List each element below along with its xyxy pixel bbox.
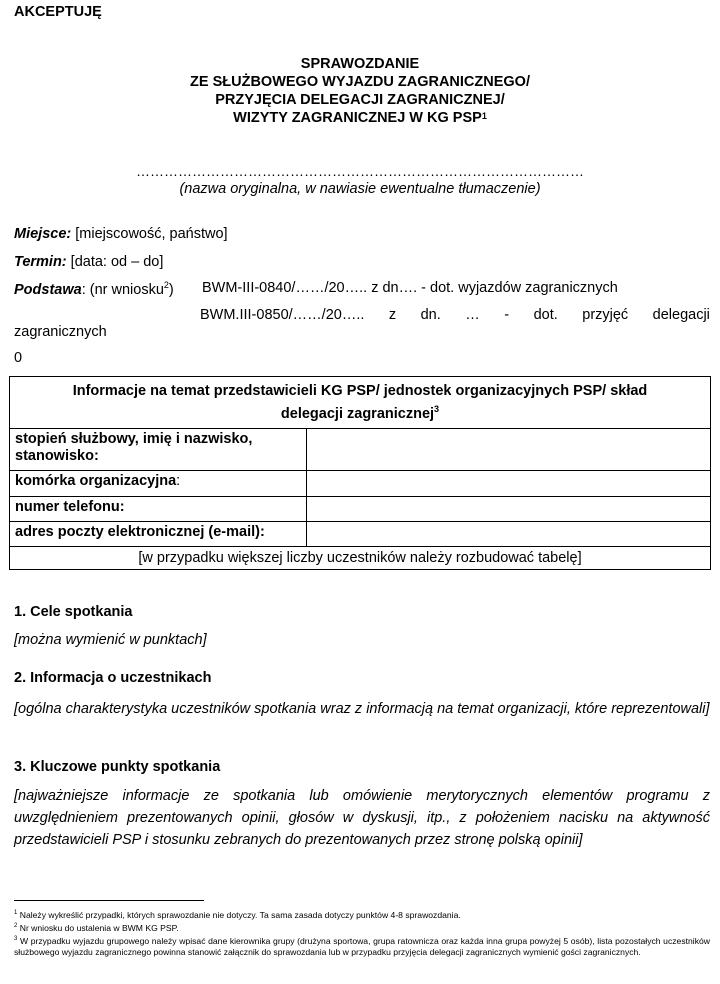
termin-label: Termin:: [14, 254, 67, 270]
table-header-row: [10, 377, 711, 429]
table-row: [10, 428, 711, 470]
field-miejsce: [14, 226, 228, 242]
title-line-1: SPRAWOZDANIE: [300, 56, 420, 72]
row-label-unit: komórka organizacyjna:: [10, 470, 307, 496]
table-row: [10, 521, 711, 546]
title-line-3: PRZYJĘCIA DELEGACJI ZAGRANICZNEJ/: [215, 92, 505, 108]
table-header: Informacje na temat przedstawicieli KG PSP/ jednostek organizacyjnych PSP/ skład delegacji zagranicznej$^3$: [10, 377, 711, 429]
section-1-body: [można wymienić w punktach]: [14, 632, 207, 648]
name-hint: (nazwa oryginalna, w nawiasie ewentualne tłumaczenie): [179, 181, 541, 197]
document-title: [0, 55, 720, 127]
footnotes: [14, 908, 710, 958]
termin-value: [data: od – do]: [66, 254, 164, 270]
row-value-email[interactable]: [307, 521, 711, 546]
podstawa-line-4: 0: [14, 350, 23, 366]
podstawa-label: Podstawa: [14, 281, 82, 298]
table-row: [10, 496, 711, 521]
row-label-rank: stopień służbowy, imię i nazwisko, stanowisko:: [10, 428, 307, 470]
footnote-2: $^2$ Nr wniosku do ustalenia w BWM KG PSP.: [14, 922, 179, 933]
footnote-3: $^3$ W przypadku wyjazdu grupowego należy wpisać dane kierownika grupy (drużyna sportowa, grupa ratownicza oraz każda inna grupa powyżej 5 osób), lista pozostałych uczestników służbowego wyjazdu zagranicznego powinna stanowić załącznik do sprawozdania lub w przypadku przyjęcia delegacji zagranicznych wymienić gości zagranicznych.: [14, 935, 710, 957]
row-value-phone[interactable]: [307, 496, 711, 521]
table-note-row: [10, 546, 711, 569]
title-line-4: WIZYTY ZAGRANICZNEJ W KG PSP$^1$: [233, 110, 487, 126]
row-label-phone: numer telefonu:: [10, 496, 307, 521]
section-3-body: [najważniejsze informacje ze spotkania lub omówienie merytorycznych elementów programu z uwzględnieniem prezentowanych opinii, głosów w dyskusji, itp., z położeniem nacisku na aktywność przedstawicieli PSP i stosunku zebranych do prezentowanych przez stronę polską opinii]: [14, 788, 710, 848]
name-placeholder-dots: ……………………………………………………………………………………: [136, 163, 584, 179]
podstawa-line-2: BWM.III-0850/……/20….. z dn. … - dot. przyjęć delegacji: [200, 307, 710, 323]
miejsce-label: Miejsce:: [14, 226, 72, 242]
participants-table: [9, 376, 711, 570]
podstawa-line-1: BWM-III-0840/……/20….. z dn…. - dot. wyjazdów zagranicznych: [202, 280, 618, 296]
title-line-2: ZE SŁUŻBOWEGO WYJAZDU ZAGRANICZNEGO/: [190, 74, 530, 90]
row-value-unit[interactable]: [307, 470, 711, 496]
footnote-ref-2: 2: [163, 280, 169, 290]
miejsce-value: [miejscowość, państwo]: [71, 226, 228, 242]
row-label-email: adres poczty elektronicznej (e-mail):: [10, 521, 307, 546]
footnote-ref-1: 1: [481, 111, 487, 121]
section-2-heading: 2. Informacja o uczestnikach: [14, 670, 212, 686]
accept-label: AKCEPTUJĘ: [14, 4, 102, 20]
footnote-separator: [14, 900, 204, 901]
row-value-rank[interactable]: [307, 428, 711, 470]
table-note: [w przypadku większej liczby uczestników należy rozbudować tabelę]: [10, 546, 711, 569]
table-row: [10, 470, 711, 496]
section-1-heading: 1. Cele spotkania: [14, 604, 133, 620]
section-2-body: [ogólna charakterystyka uczestników spotkania wraz z informacją na temat organizacji, które reprezentowali]: [14, 701, 710, 717]
section-3-heading: 3. Kluczowe punkty spotkania: [14, 759, 221, 775]
footnote-ref-3: 3: [434, 404, 440, 414]
field-podstawa: Podstawa: (nr wniosku$^2$): [14, 280, 174, 298]
field-termin: [14, 254, 163, 270]
footnote-1: $^1$ Należy wykreślić przypadki, których sprawozdanie nie dotyczy. Ta sama zasada dotyczy punktów 4-8 sprawozdania.: [14, 909, 461, 920]
podstawa-line-3: zagranicznych: [14, 324, 107, 340]
